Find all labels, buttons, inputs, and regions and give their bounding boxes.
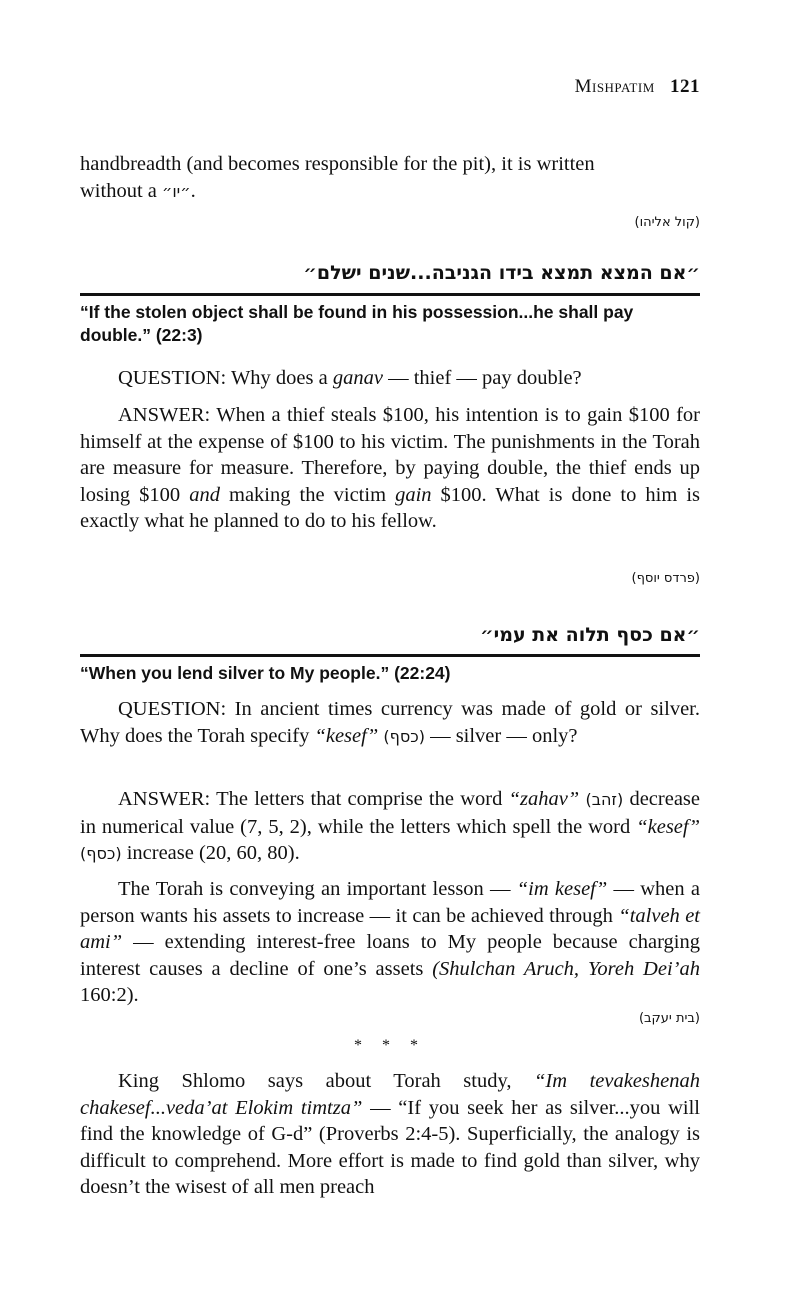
section1-english-heading-block — [80, 301, 700, 347]
a2-text-a: ANSWER: The letters that comprise the word — [118, 788, 509, 810]
q1-text-a: QUESTION: Why does a — [118, 367, 333, 389]
section2-answer — [80, 786, 700, 868]
section1-hebrew-heading: ״אם המצא תמצא בידו הגניבה...שנים ישלם״ — [303, 262, 700, 284]
lesson-italic-citation: (Shulchan Aruch, Yoreh Dei’ah — [432, 957, 700, 980]
a1-text-b: making the victim — [219, 483, 396, 506]
separator-stars: * * * — [354, 1037, 426, 1054]
lesson-italic-im-kesef: “im kesef” — [516, 878, 608, 900]
intro-line2a: without a — [80, 179, 162, 202]
a2-text-c: increase (20, 60, 80). — [121, 842, 300, 864]
lesson-text-c: — extending interest-free loans to My people because charging interest causes a decline of one’s assets — [80, 931, 700, 980]
chapter-title: Mishpatim — [574, 76, 655, 97]
lesson-text-b: — when a person wants his assets to increase — it can be achieved through — [80, 878, 700, 927]
section2-question — [80, 696, 700, 750]
q2-text-a: QUESTION: In ancient times currency was made of gold or silver. Why does the Torah specify — [80, 698, 700, 747]
section2-hebrew-heading: ״אם כסף תלוה את עמי״ — [480, 624, 700, 646]
intro-source: (קול אליהו) — [634, 215, 700, 230]
intro-paragraph — [80, 151, 700, 205]
intro-line1: handbreadth (and becomes responsible for the pit), it is written — [80, 153, 595, 175]
final-italic-quote: “Im tevakeshenah chakesef...veda’at Elokim timtza” — [80, 1070, 700, 1119]
section1-english-heading: “If the stolen object shall be found in his possession...he shall pay double.” (22:3) — [80, 302, 634, 345]
a2-hebrew-kesef: (כסף) — [80, 844, 122, 863]
page-number: 121 — [670, 76, 700, 97]
a2-italic-zahav: “zahav” — [508, 788, 580, 810]
section1-rule — [80, 293, 700, 296]
running-head — [575, 76, 700, 98]
section2-source: (בית יעקב) — [638, 1011, 700, 1026]
a2-hebrew-zahav: (זהב) — [585, 790, 624, 809]
a1-text-a: ANSWER: When a thief steals $100, his intention is to gain $100 for himself at the expense of $100 to his victim. The punishments in the Torah are measure for measure. Therefore, by paying double, the thief ends up losing $100 — [80, 404, 700, 506]
section1-answer — [80, 402, 700, 535]
a1-text-c: $100. What is done to him is exactly what he planned to do to his fellow. — [80, 483, 700, 532]
section2-english-heading-block — [80, 662, 700, 685]
intro-hebrew: ״יו״ — [162, 181, 191, 201]
q1-text-b: — thief — pay double? — [382, 367, 582, 389]
lesson-text-d: 160:2). — [80, 984, 139, 1006]
a2-text-b: decrease in numerical value (7, 5, 2), while the letters which spell the word — [80, 788, 701, 838]
lesson-italic-talveh: “talveh et ami” — [80, 904, 700, 953]
final-text-b: — “If you seek her as silver...you will find the knowledge of G-d” (Proverbs 2:4-5). Superficially, the analogy is difficult to comprehend. More effort is made to find gold than silver, why doesn’t the wisest of all men preach — [80, 1096, 700, 1198]
a2-italic-kesef: “kesef” — [636, 815, 700, 838]
q2-italic: “kesef” — [314, 724, 379, 747]
section2-english-heading: “When you lend silver to My people.” (22:24) — [80, 663, 451, 683]
section2-rule — [80, 654, 700, 657]
q1-italic: ganav — [332, 367, 383, 389]
a1-italic-and: and — [189, 483, 220, 506]
section2-lesson — [80, 876, 700, 1009]
q2-text-b: — silver — only? — [424, 724, 578, 747]
lesson-text-a: The Torah is conveying an important lesson — — [118, 878, 517, 900]
final-paragraph — [80, 1068, 700, 1201]
section1-source: (פרדס יוסף) — [631, 571, 700, 586]
q2-hebrew: (כסף) — [383, 726, 425, 746]
intro-line2b: . — [190, 179, 196, 202]
final-text-a: King Shlomo says about Torah study, — [118, 1070, 535, 1092]
page — [80, 0, 700, 1300]
section1-question — [80, 365, 700, 392]
a1-italic-gain: gain — [395, 483, 432, 506]
